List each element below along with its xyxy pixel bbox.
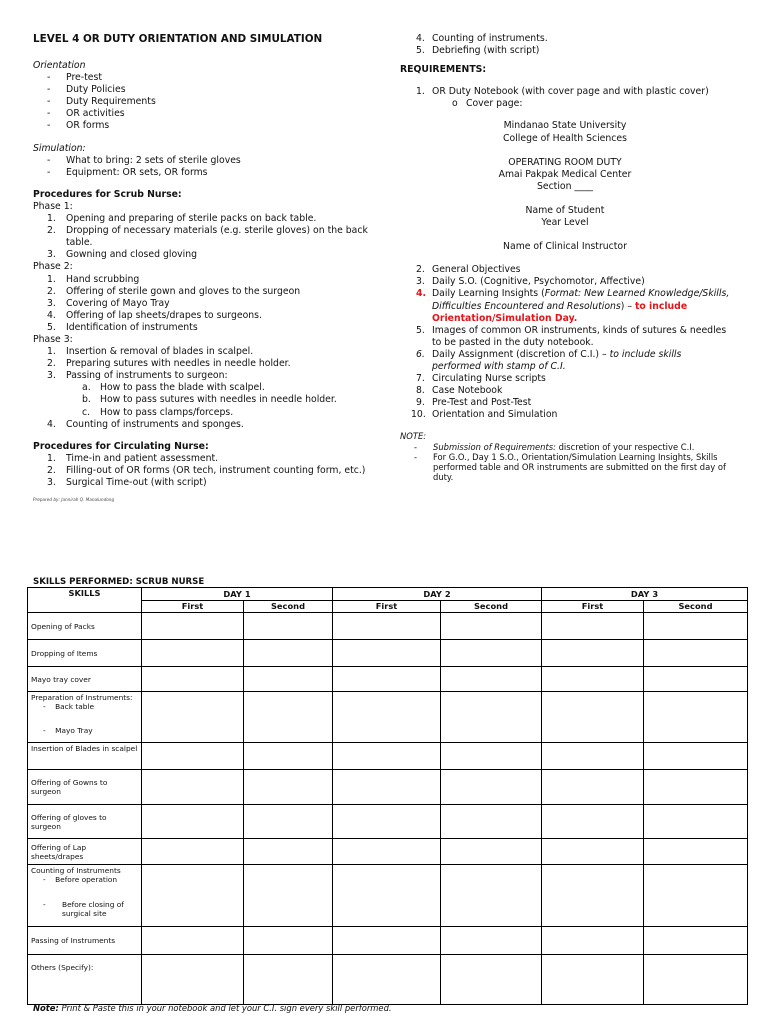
list-item: 3. Daily S.O. (Cognitive, Psychomotor, Affective) bbox=[416, 276, 645, 288]
skill-label: Offering of gloves to surgeon bbox=[28, 805, 142, 839]
sign-cell[interactable] bbox=[441, 955, 542, 1005]
sign-cell[interactable] bbox=[441, 805, 542, 839]
list-item: 1. OR Duty Notebook (with cover page and with plastic cover) bbox=[416, 86, 709, 98]
sign-cell[interactable] bbox=[244, 865, 333, 927]
list-item: 1. Time-in and patient assessment. bbox=[47, 452, 219, 464]
sign-cell[interactable] bbox=[644, 640, 748, 667]
col-header-second: Second bbox=[441, 601, 542, 613]
orientation-list bbox=[33, 72, 383, 132]
skill-label: Offering of Lap sheets/drapes bbox=[28, 839, 142, 865]
prepared-by: Prepared by: Jannirah Q. Manalundong bbox=[33, 497, 115, 503]
requirements-heading: REQUIREMENTS: bbox=[400, 64, 487, 76]
skill-label bbox=[28, 692, 142, 743]
list-item: 4. Counting of instruments. bbox=[416, 33, 548, 44]
right-column bbox=[400, 33, 730, 482]
skill-sub-label: - Mayo Tray bbox=[43, 726, 93, 735]
circulating-list-cont bbox=[400, 33, 730, 57]
phase1-label: Phase 1: bbox=[33, 200, 73, 212]
sign-cell[interactable] bbox=[644, 667, 748, 692]
table-row bbox=[28, 692, 748, 743]
orientation-heading: Orientation bbox=[33, 60, 86, 71]
list-item: 1. Opening and preparing of sterile packs on back table. bbox=[47, 213, 317, 225]
skill-label bbox=[28, 865, 142, 927]
sign-cell[interactable] bbox=[244, 955, 333, 1005]
sign-cell[interactable] bbox=[644, 613, 748, 640]
sign-cell[interactable] bbox=[142, 692, 244, 743]
sign-cell[interactable] bbox=[441, 770, 542, 805]
list-item: 10. Orientation and Simulation bbox=[411, 409, 558, 421]
list-item: 3. Surgical Time-out (with script) bbox=[47, 477, 207, 488]
page-title: LEVEL 4 OR DUTY ORIENTATION AND SIMULATION bbox=[33, 33, 323, 45]
simulation-heading: Simulation: bbox=[33, 142, 86, 154]
sign-cell[interactable] bbox=[244, 692, 333, 743]
list-item: - Equipment: OR sets, OR forms bbox=[33, 167, 383, 179]
sign-cell[interactable] bbox=[441, 743, 542, 770]
sign-cell[interactable] bbox=[542, 839, 644, 865]
note-block bbox=[400, 431, 730, 482]
list-item: 1. Hand scrubbing bbox=[47, 273, 140, 285]
table-row bbox=[28, 955, 748, 1005]
sign-cell[interactable] bbox=[542, 865, 644, 927]
list-item: c. How to pass clamps/forceps. bbox=[82, 406, 234, 418]
list-item: 5. Debriefing (with script) bbox=[416, 45, 540, 57]
col-header-first: First bbox=[333, 601, 441, 613]
table-row bbox=[28, 640, 748, 667]
cover-line: Year Level bbox=[541, 217, 589, 229]
list-item: - Submission of Requirements: discretion of your respective C.I. bbox=[400, 442, 730, 452]
cover-line: OPERATING ROOM DUTY bbox=[508, 156, 622, 168]
sign-cell[interactable] bbox=[542, 770, 644, 805]
skill-label-main: Counting of Instruments bbox=[31, 866, 121, 875]
list-item: 3. Gowning and closed gloving bbox=[47, 249, 198, 261]
skill-label: Opening of Packs bbox=[28, 613, 142, 640]
sign-cell[interactable] bbox=[542, 613, 644, 640]
list-item: - OR activities bbox=[33, 108, 383, 120]
phase3-list-cont bbox=[33, 419, 383, 431]
sign-cell[interactable] bbox=[142, 770, 244, 805]
skill-label: Passing of Instruments bbox=[28, 927, 142, 955]
sign-cell[interactable] bbox=[441, 927, 542, 955]
bottom-note bbox=[33, 1002, 392, 1014]
list-item: 4. Offering of lap sheets/drapes to surgeons. bbox=[47, 309, 262, 321]
phase2-list bbox=[33, 274, 383, 334]
sign-cell[interactable] bbox=[142, 805, 244, 839]
sign-cell[interactable] bbox=[644, 839, 748, 865]
list-item: 2. Preparing sutures with needles in needle holder. bbox=[47, 358, 291, 370]
sign-cell[interactable] bbox=[542, 667, 644, 692]
col-header-skills: SKILLS bbox=[28, 588, 142, 613]
col-header-second: Second bbox=[644, 601, 748, 613]
note-list bbox=[400, 442, 730, 483]
list-item: 4. Daily Learning Insights (Format: New Learned Knowledge/Skills, Difficulties Encountered and Resolutions) – to include Orientation/Simulation Day. bbox=[416, 288, 730, 324]
sign-cell[interactable] bbox=[441, 640, 542, 667]
sign-cell[interactable] bbox=[333, 613, 441, 640]
sign-cell[interactable] bbox=[644, 865, 748, 927]
bottom-note-text: Print & Paste this in your notebook and let your C.I. sign every skill performed. bbox=[58, 1003, 392, 1013]
list-item: - Duty Policies bbox=[33, 84, 383, 96]
sign-cell[interactable] bbox=[441, 667, 542, 692]
sign-cell[interactable] bbox=[542, 805, 644, 839]
list-item: - What to bring: 2 sets of sterile gloves bbox=[33, 155, 383, 167]
col-header-day2: DAY 2 bbox=[333, 588, 542, 601]
list-item: b. How to pass sutures with needles in needle holder. bbox=[82, 394, 337, 406]
sign-cell[interactable] bbox=[142, 743, 244, 770]
sign-cell[interactable] bbox=[441, 613, 542, 640]
sign-cell[interactable] bbox=[244, 640, 333, 667]
sign-cell[interactable] bbox=[333, 770, 441, 805]
list-item: 9. Pre-Test and Post-Test bbox=[416, 397, 532, 409]
skill-label-main: Preparation of Instruments: bbox=[31, 693, 133, 702]
sign-cell[interactable] bbox=[142, 839, 244, 865]
phase3-list bbox=[33, 346, 383, 382]
sign-cell[interactable] bbox=[142, 667, 244, 692]
col-header-second: Second bbox=[244, 601, 333, 613]
sign-cell[interactable] bbox=[333, 667, 441, 692]
sign-cell[interactable] bbox=[333, 955, 441, 1005]
phase3-label: Phase 3: bbox=[33, 333, 73, 345]
list-item: 1. Insertion & removal of blades in scalpel. bbox=[47, 346, 254, 358]
sign-cell[interactable] bbox=[142, 865, 244, 927]
sign-cell[interactable] bbox=[542, 927, 644, 955]
sign-cell[interactable] bbox=[333, 865, 441, 927]
left-column bbox=[33, 33, 383, 503]
sign-cell[interactable] bbox=[542, 743, 644, 770]
sign-cell[interactable] bbox=[644, 770, 748, 805]
cover-line: Mindanao State University bbox=[503, 120, 627, 132]
list-item: - Pre-test bbox=[33, 72, 383, 84]
table-row bbox=[28, 770, 748, 805]
requirements-list-cont bbox=[400, 264, 730, 421]
col-header-first: First bbox=[542, 601, 644, 613]
sign-cell[interactable] bbox=[644, 692, 748, 743]
sign-cell[interactable] bbox=[142, 613, 244, 640]
col-header-day1: DAY 1 bbox=[142, 588, 333, 601]
cover-line: Name of Clinical Instructor bbox=[503, 241, 627, 253]
list-item: - Duty Requirements bbox=[33, 96, 383, 108]
sign-cell[interactable] bbox=[244, 839, 333, 865]
sign-cell[interactable] bbox=[644, 927, 748, 955]
sign-cell[interactable] bbox=[441, 865, 542, 927]
sign-cell[interactable] bbox=[333, 927, 441, 955]
circulating-list bbox=[33, 453, 383, 489]
cover-page-sample bbox=[400, 120, 730, 253]
sign-cell[interactable] bbox=[333, 839, 441, 865]
list-item: 5. Identification of instruments bbox=[47, 321, 198, 333]
col-header-first: First bbox=[142, 601, 244, 613]
skills-table bbox=[27, 587, 748, 1005]
list-item: a. How to pass the blade with scalpel. bbox=[82, 382, 265, 394]
table-title: SKILLS PERFORMED: SCRUB NURSE bbox=[33, 577, 205, 587]
table-row bbox=[28, 743, 748, 770]
list-item: 8. Case Notebook bbox=[416, 385, 503, 397]
cover-line: Name of Student bbox=[525, 204, 605, 216]
sign-cell[interactable] bbox=[244, 613, 333, 640]
table-row bbox=[28, 805, 748, 839]
skill-label: Insertion of Blades in scalpel bbox=[28, 743, 142, 770]
table-row bbox=[28, 667, 748, 692]
table-row bbox=[28, 839, 748, 865]
table-row bbox=[28, 927, 748, 955]
sign-cell[interactable] bbox=[441, 692, 542, 743]
simulation-list bbox=[33, 155, 383, 179]
list-item: 2. General Objectives bbox=[416, 264, 521, 276]
sign-cell[interactable] bbox=[244, 805, 333, 839]
sign-cell[interactable] bbox=[644, 805, 748, 839]
sign-cell[interactable] bbox=[644, 955, 748, 1005]
cover-line: College of Health Sciences bbox=[503, 132, 627, 144]
list-item: 3. Covering of Mayo Tray bbox=[47, 297, 170, 309]
scrub-heading: Procedures for Scrub Nurse: bbox=[33, 188, 182, 200]
requirements-list bbox=[400, 86, 730, 98]
table-row bbox=[28, 865, 748, 927]
sign-cell[interactable] bbox=[333, 743, 441, 770]
list-item: - For G.O., Day 1 S.O., Orientation/Simulation Learning Insights, Skills performed table and OR instruments are submitted on the first day of duty. bbox=[400, 452, 730, 483]
list-item: 2. Filling-out of OR forms (OR tech, instrument counting form, etc.) bbox=[47, 464, 366, 476]
skill-sub-label: - Before closing of surgical site bbox=[43, 900, 124, 918]
skill-label: Offering of Gowns to surgeon bbox=[28, 770, 142, 805]
sign-cell[interactable] bbox=[142, 927, 244, 955]
sign-cell[interactable] bbox=[644, 743, 748, 770]
list-item: 6. Daily Assignment (discretion of C.I.) – to include skills performed with stamp of C.I. bbox=[416, 348, 682, 372]
skill-label: Others (Specify): bbox=[28, 955, 142, 1005]
phase2-label: Phase 2: bbox=[33, 261, 73, 273]
list-item: 2. Offering of sterile gown and gloves to the surgeon bbox=[47, 285, 301, 297]
sign-cell[interactable] bbox=[542, 692, 644, 743]
col-header-day3: DAY 3 bbox=[542, 588, 748, 601]
phase1-list bbox=[33, 213, 383, 261]
list-item: 4. Counting of instruments and sponges. bbox=[47, 418, 244, 430]
phase3-sublist bbox=[33, 382, 383, 418]
sign-cell[interactable] bbox=[142, 640, 244, 667]
sign-cell[interactable] bbox=[142, 955, 244, 1005]
bottom-note-label: Note: bbox=[33, 1003, 59, 1013]
sign-cell[interactable] bbox=[441, 839, 542, 865]
skill-label: Dropping of Items bbox=[28, 640, 142, 667]
sign-cell[interactable] bbox=[244, 770, 333, 805]
sign-cell[interactable] bbox=[333, 805, 441, 839]
sign-cell[interactable] bbox=[333, 692, 441, 743]
cover-page-label: o Cover page: bbox=[452, 98, 523, 110]
list-item: 2. Dropping of necessary materials (e.g. sterile gloves) on the back table. bbox=[47, 225, 368, 249]
list-item: 5. Images of common OR instruments, kinds of sutures & needles to be pasted in the duty notebook. bbox=[416, 324, 727, 348]
cover-line: Section ____ bbox=[536, 180, 594, 192]
sign-cell[interactable] bbox=[244, 927, 333, 955]
sign-cell[interactable] bbox=[244, 743, 333, 770]
sign-cell[interactable] bbox=[244, 667, 333, 692]
table-row bbox=[28, 613, 748, 640]
skill-sub-label: - Back table bbox=[43, 702, 95, 711]
list-item: 3. Passing of instruments to surgeon: bbox=[47, 370, 228, 382]
cover-line: Amai Pakpak Medical Center bbox=[498, 168, 632, 180]
list-item: - OR forms bbox=[33, 120, 383, 132]
circulating-heading: Procedures for Circulating Nurse: bbox=[33, 440, 209, 452]
skill-sub-label: - Before operation bbox=[43, 875, 118, 884]
list-item: 7. Circulating Nurse scripts bbox=[416, 373, 546, 385]
note-heading: NOTE: bbox=[400, 431, 427, 442]
sign-cell[interactable] bbox=[542, 955, 644, 1005]
skill-label: Mayo tray cover bbox=[28, 667, 142, 692]
sign-cell[interactable] bbox=[542, 640, 644, 667]
sign-cell[interactable] bbox=[333, 640, 441, 667]
